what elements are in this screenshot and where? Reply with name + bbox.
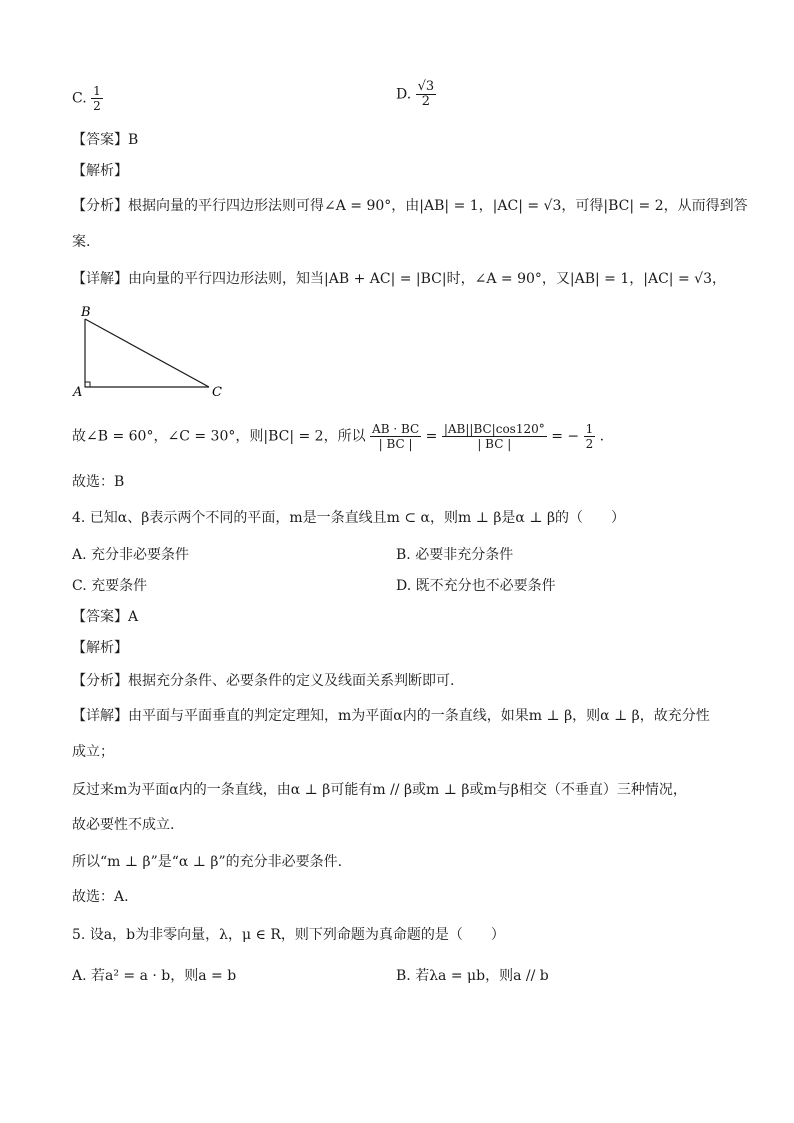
- vertex-label-b: B: [81, 305, 91, 320]
- fraction-numerator: AB · BC: [372, 422, 420, 436]
- fraction: [91, 84, 103, 113]
- q4-reverse-line2: 故必要性不成立.: [72, 817, 175, 833]
- q3-answer: 【答案】B: [72, 132, 139, 148]
- fraction: [442, 422, 547, 451]
- vertex-label-a: A: [73, 385, 83, 400]
- fraction: [370, 422, 421, 451]
- fraction-numerator: |AB||BC|cos120°: [443, 422, 545, 436]
- q5-stem: 5. 设a，b为非零向量，λ，μ ∈ R，则下列命题为真命题的是（ ）: [72, 927, 505, 943]
- right-angle-marker: [85, 382, 90, 387]
- fraction-denominator: 2: [421, 94, 431, 109]
- q3-conclusion: [72, 422, 604, 451]
- q4-xiangjie-line1: 【详解】由平面与平面垂直的判定定理知，m为平面α内的一条直线，如果m ⊥ β，则α ⊥ β，故充分性: [72, 708, 710, 724]
- fraction-denominator: | BC |: [477, 437, 512, 451]
- q4-option-a: A. 充分非必要条件: [72, 547, 190, 563]
- q5-option-b: B. 若λa = μb，则a // b: [396, 968, 549, 984]
- conclusion-prefix: 故∠B = 60°，∠C = 30°，则|BC| = 2，所以: [72, 428, 366, 445]
- q3-option-d: [396, 80, 436, 109]
- q4-fenxi: 【分析】根据充分条件、必要条件的定义及线面关系判断即可.: [72, 673, 455, 689]
- fraction-numerator: 1: [585, 422, 594, 436]
- q4-stem: 4. 已知α、β表示两个不同的平面，m是一条直线且m ⊂ α，则m ⊥ β是α ⊥ β的（ ）: [72, 510, 626, 526]
- q4-option-d: D. 既不充分也不必要条件: [396, 578, 556, 594]
- vertex-label-c: C: [212, 385, 222, 400]
- fraction-numerator: 1: [93, 84, 101, 98]
- q4-xiangjie-line2: 成立；: [72, 744, 114, 760]
- q4-answer: 【答案】A: [72, 609, 139, 625]
- q3-fenxi-line2: 案.: [72, 234, 91, 250]
- q4-option-c: C. 充要条件: [72, 578, 148, 594]
- option-label: D.: [396, 86, 412, 103]
- fraction-denominator: 2: [585, 437, 594, 451]
- period: .: [599, 428, 605, 445]
- equals-minus: = −: [551, 428, 580, 445]
- fraction: [584, 422, 596, 451]
- q4-analysis-heading: 【解析】: [72, 640, 128, 656]
- option-label: C.: [72, 90, 87, 107]
- triangle-figure: [72, 302, 242, 402]
- q4-option-b: B. 必要非充分条件: [396, 547, 514, 563]
- fraction-denominator: 2: [93, 99, 101, 113]
- q4-choose: 故选：A.: [72, 889, 129, 905]
- q3-choose: 故选：B: [72, 474, 125, 490]
- q4-so: 所以“m ⊥ β”是“α ⊥ β”的充分非必要条件.: [72, 854, 343, 870]
- q3-xiangjie-line1: 【详解】由向量的平行四边形法则，知当|AB + AC| = |BC|时，∠A = 90°，又|AB| = 1，|AC| = √3，: [72, 271, 726, 287]
- fraction-numerator: √3: [417, 79, 435, 94]
- triangle-side-bc: [85, 319, 209, 387]
- equals-sign: =: [425, 428, 438, 445]
- fraction: [416, 80, 437, 109]
- q4-reverse-line1: 反过来m为平面α内的一条直线，由α ⊥ β可能有m // β或m ⊥ β或m与β相交（不垂直）三种情况，: [72, 782, 687, 798]
- q3-analysis-heading: 【解析】: [72, 163, 128, 179]
- q5-option-a: A. 若a² = a · b，则a = b: [72, 968, 237, 984]
- fraction-denominator: | BC |: [378, 437, 413, 451]
- q3-fenxi-line1: 【分析】根据向量的平行四边形法则可得∠A = 90°，由|AB| = 1，|AC| = √3，可得|BC| = 2，从而得到答: [72, 198, 748, 214]
- q3-option-c: [72, 84, 103, 113]
